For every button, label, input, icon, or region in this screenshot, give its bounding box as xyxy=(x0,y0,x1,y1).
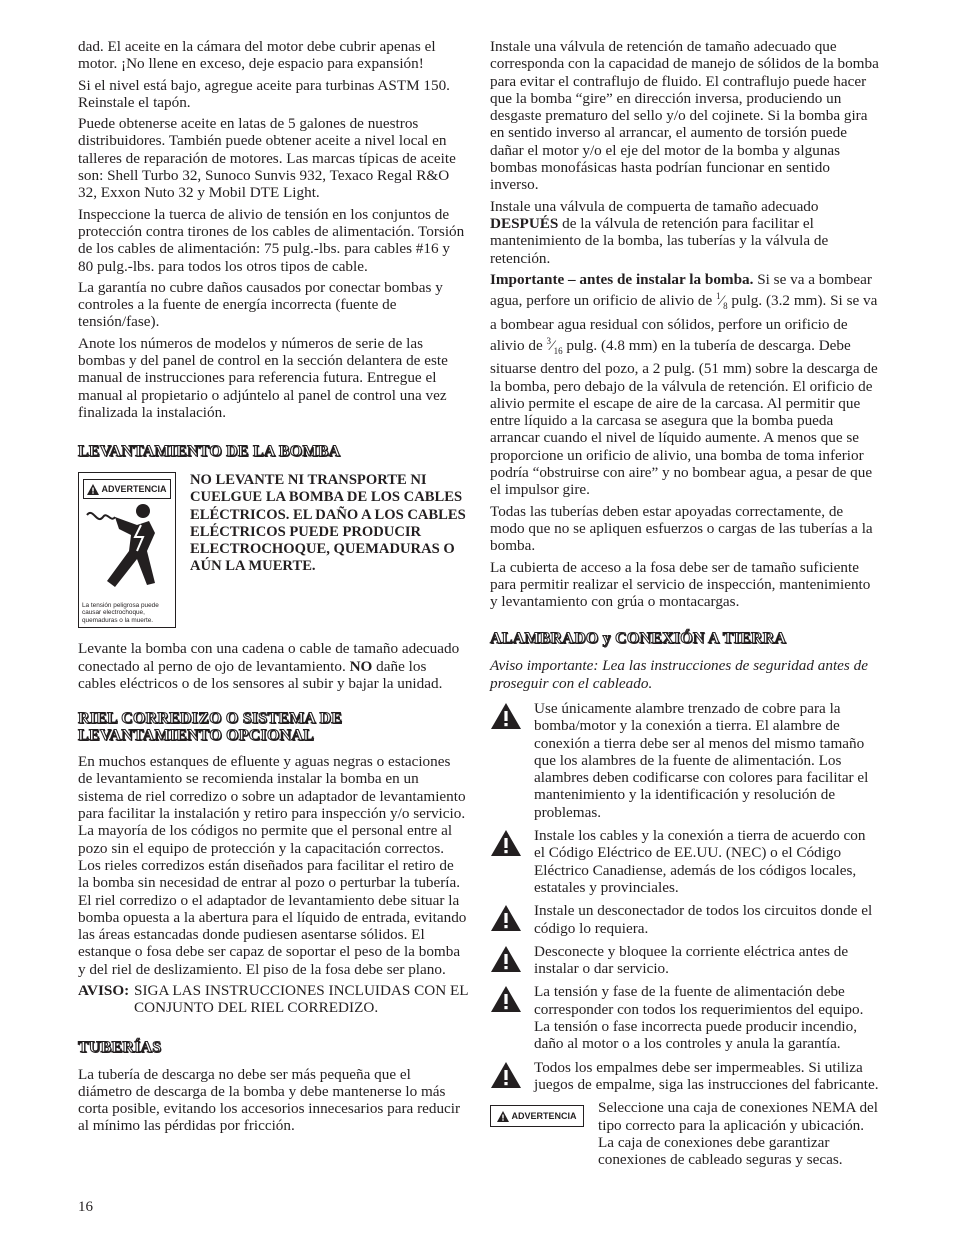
warning-triangle-icon xyxy=(490,829,522,857)
safety-list-text: Todos los empalmes debe ser impermeables. Si utiliza juegos de empalme, siga las instrucciones del fabricante. xyxy=(534,1058,879,1093)
warning-triangle-icon xyxy=(490,702,522,730)
notice-italic: Aviso importante: Lea las instrucciones de seguridad antes de proseguir con el cableado. xyxy=(490,657,868,692)
paragraph: La tubería de descarga no debe ser más pequeña que el diámetro de descarga de la bomba y debe mantenerse lo más corta posible, evitando los accesorios innecesarios para reducir al mínimo las pérdidas por fricción. xyxy=(78,1065,461,1135)
right-column xyxy=(490,38,880,1168)
safety-list-text: La tensión y fase de la fuente de alimentación debe corresponder con todos los requerimientos del equipo. La tensión o fase incorrecta puede producir incendio, daño al motor o a los controles y anula la garantía. xyxy=(534,983,864,1053)
shock-warning-label xyxy=(78,472,176,628)
safety-list-item xyxy=(490,902,880,937)
notice-label: AVISO: xyxy=(78,981,130,999)
warning-badge: ADVERTENCIA xyxy=(83,479,171,499)
page-number: 16 xyxy=(78,1199,93,1215)
paragraph: La garantía no cubre daños causados por conectar bombas y controles a la fuente de energía incorrecta (fuente de tensión/fase). xyxy=(78,278,443,331)
safety-list-text: Desconecte y bloquee la corriente eléctrica antes de instalar o dar servicio. xyxy=(534,942,849,978)
warning-triangle-icon xyxy=(490,1061,522,1089)
paragraph: Levante la bomba con una cadena o cable de tamaño adecuado conectado al perno de ojo de levantamiento. NO dañe los cables eléctricos o de los sensores al subir y bajar la unidad. xyxy=(78,640,460,692)
heading-lifting: LEVANTAMIENTO DE LA BOMBA xyxy=(78,443,341,461)
warning-block xyxy=(78,472,468,628)
paragraph: Todas las tuberías deben estar apoyadas correctamente, de modo que no se apliquen esfuerzos o cargas de las tuberías a la bomba. xyxy=(490,502,873,555)
warning-caption: La tensión peligrosa puede causar electrochoque, quemaduras o la muerte. xyxy=(82,601,159,624)
paragraph: Si el nivel está bajo, agregue aceite para turbinas ASTM 150. Reinstale el tapón. xyxy=(78,76,450,111)
safety-list-text: Instale un desconectador de todos los circuitos donde el código lo requiera. xyxy=(534,902,873,937)
paragraph: Instale una válvula de retención de tamaño adecuado que corresponda con la capacidad de manejo de sólidos de la bomba para evitar el contraflujo de fluido. El contraflujo puede hacer que la bomba “gire” en dirección inversa, produciendo un desgaste prematuro del sello y/o del cojinete. Si la bomba gira en sentido inverso al arrancar, el aumento de torsión puede dañar el motor y/o el eje del motor de la bomba y algunas bombas monofásicas hasta podrían funcionar en sentido inverso. xyxy=(490,38,879,194)
paragraph: Instale una válvula de compuerta de tamaño adecuado DESPUÉS de la válvula de retención para facilitar el mantenimiento de la bomba, las tuberías y la válvula de retención. xyxy=(490,197,829,267)
warning-triangle-icon xyxy=(490,904,522,932)
paragraph: Anote los números de modelos y números de serie de las bombas y del panel de control en la sección delantera de este manual de instrucciones para referencia futura. Entregue el manual al propietario o adjúntelo al panel de control una vez finalizada la instalación. xyxy=(78,334,448,421)
warning-text: Seleccione una caja de conexiones NEMA del tipo correcto para la aplicación y ubicación. La caja de conexiones debe garantizar conexiones de cableado seguras y secas. xyxy=(598,1099,879,1169)
safety-list-item xyxy=(490,983,880,1052)
heading-rail-system: RIEL CORREDIZO O SISTEMA DE LEVANTAMIENTO OPCIONAL xyxy=(78,710,343,745)
warning-text: NO LEVANTE NI TRANSPORTE NI CUELGUE LA BOMBA DE LOS CABLES ELÉCTRICOS. EL DAÑO A LOS CABLES ELÉCTRICOS PUEDE PRODUCIR ELECTROCHOQUE, QUEMADURAS O AÚN LA MUERTE. xyxy=(190,472,466,575)
warning-badge: ADVERTENCIA xyxy=(490,1105,584,1127)
warning-block-junction xyxy=(490,1099,880,1168)
paragraph: La cubierta de acceso a la fosa debe ser de tamaño suficiente para permitir realizar el servicio de inspección, mantenimiento y levantamiento con grúa o montacargas. xyxy=(490,558,871,611)
safety-list-text: Instale los cables y la conexión a tierra de acuerdo con el Código Eléctrico de EE.UU. (NEC) o el Código Eléctrico Canadiense, además de los códigos locales, estatales y provinciales. xyxy=(534,827,866,896)
safety-list-item xyxy=(490,827,880,896)
paragraph: dad. El aceite en la cámara del motor debe cubrir apenas el motor. ¡No llene en exceso, deje espacio para expansión! xyxy=(78,38,436,73)
safety-list-item xyxy=(490,700,880,821)
electric-shock-icon xyxy=(85,503,171,591)
warning-triangle-icon xyxy=(490,985,522,1013)
safety-list-item xyxy=(490,1059,880,1094)
notice-text: SIGA LAS INSTRUCCIONES INCLUIDAS CON EL CONJUNTO DEL RIEL CORREDIZO. xyxy=(134,981,468,1017)
safety-list-item xyxy=(490,943,880,978)
safety-list-text: Use únicamente alambre trenzado de cobre para la bomba/motor y la conexión a tierra. El alambre de conexión a tierra debe ser al menos del mismo tamaño que los alambres de la fuente de alimentación. Los alambres deben codificarse con colores para facilitar el mantenimiento y la identificación y resolución de problemas. xyxy=(534,699,869,821)
paragraph: Puede obtenerse aceite en latas de 5 galones de nuestros distribuidores. También puede obtener aceite a nivel local en talleres de reparación de motores. Las marcas típicas de aceite son: Shell Turbo 32, Sunoco Sunvis 932, Texaco Regal R&O 32, Exxon Nuto 32 y Mobil DTE Light. xyxy=(78,115,456,202)
warning-triangle-icon xyxy=(490,945,522,973)
paragraph: Importante – antes de instalar la bomba. Si se va a bombear agua, perfore un orificio de alivio de $^1⁄_8$ pulg. (3.2 mm). Si se va a bombear agua residual con sólidos, perfore un orificio de alivio de $^3⁄_{16}$ pulg. (4.8 mm) en la tubería de descarga. Debe situarse dentro del pozo, a 2 pulg. (51 mm) sobre la descarga de la bomba, pero debajo de la válvula de retención. El orificio de alivio permite el escape de aire de la carcasa. Al permitir que entre líquido a la carcasa se asegura que la bomba pueda arrancar cuando el nivel de líquido aumente. A menos que se proporcione un orificio de alivio, una bomba de toma inferior podría “obstruirse con aire” y no bombear agua, a pesar de que el impulsor gire. xyxy=(490,270,878,499)
notice-block xyxy=(78,982,468,1017)
heading-wiring: ALAMBRADO y CONEXIÓN A TIERRA xyxy=(490,630,787,648)
paragraph: En muchos estanques de efluente y aguas negras o estaciones de levantamiento se recomienda instalar la bomba en un sistema de riel corredizo o sobre un adaptador de levantamiento para facilitar la instalación y retiro para inspección y/o servicio. La mayoría de los códigos no permite que el personal entre al pozo sin el equipo de protección y la capacitación correctos. Los rieles corredizos están diseñados para facilitar el retiro de la bomba sin necesidad de entrar al pozo o perturbar la tubería. El riel corredizo o el adaptador de levantamiento debe situar la bomba opuesta a la abertura para el líquido de entrada, evitando las áreas estancadas donde pudiesen asentarse sólidos. El estanque o fosa debe ser capaz de soportar el peso de la bomba y del riel de deslizamiento. El piso de la fosa debe ser plano. xyxy=(78,753,467,978)
safety-list xyxy=(490,700,880,1093)
warning-triangle-icon xyxy=(87,484,99,495)
heading-piping: TUBERÍAS xyxy=(78,1038,162,1056)
left-column xyxy=(78,38,468,1139)
paragraph: Inspeccione la tuerca de alivio de tensión en los conjuntos de protección contra tirones de los cables de alimentación. Torsión de los cables de alimentación: 75 pulg.-lbs. para cables #16 y 80 pulg.-lbs. para todos los otros tipos de cable. xyxy=(78,205,465,275)
warning-triangle-icon xyxy=(497,1111,509,1122)
